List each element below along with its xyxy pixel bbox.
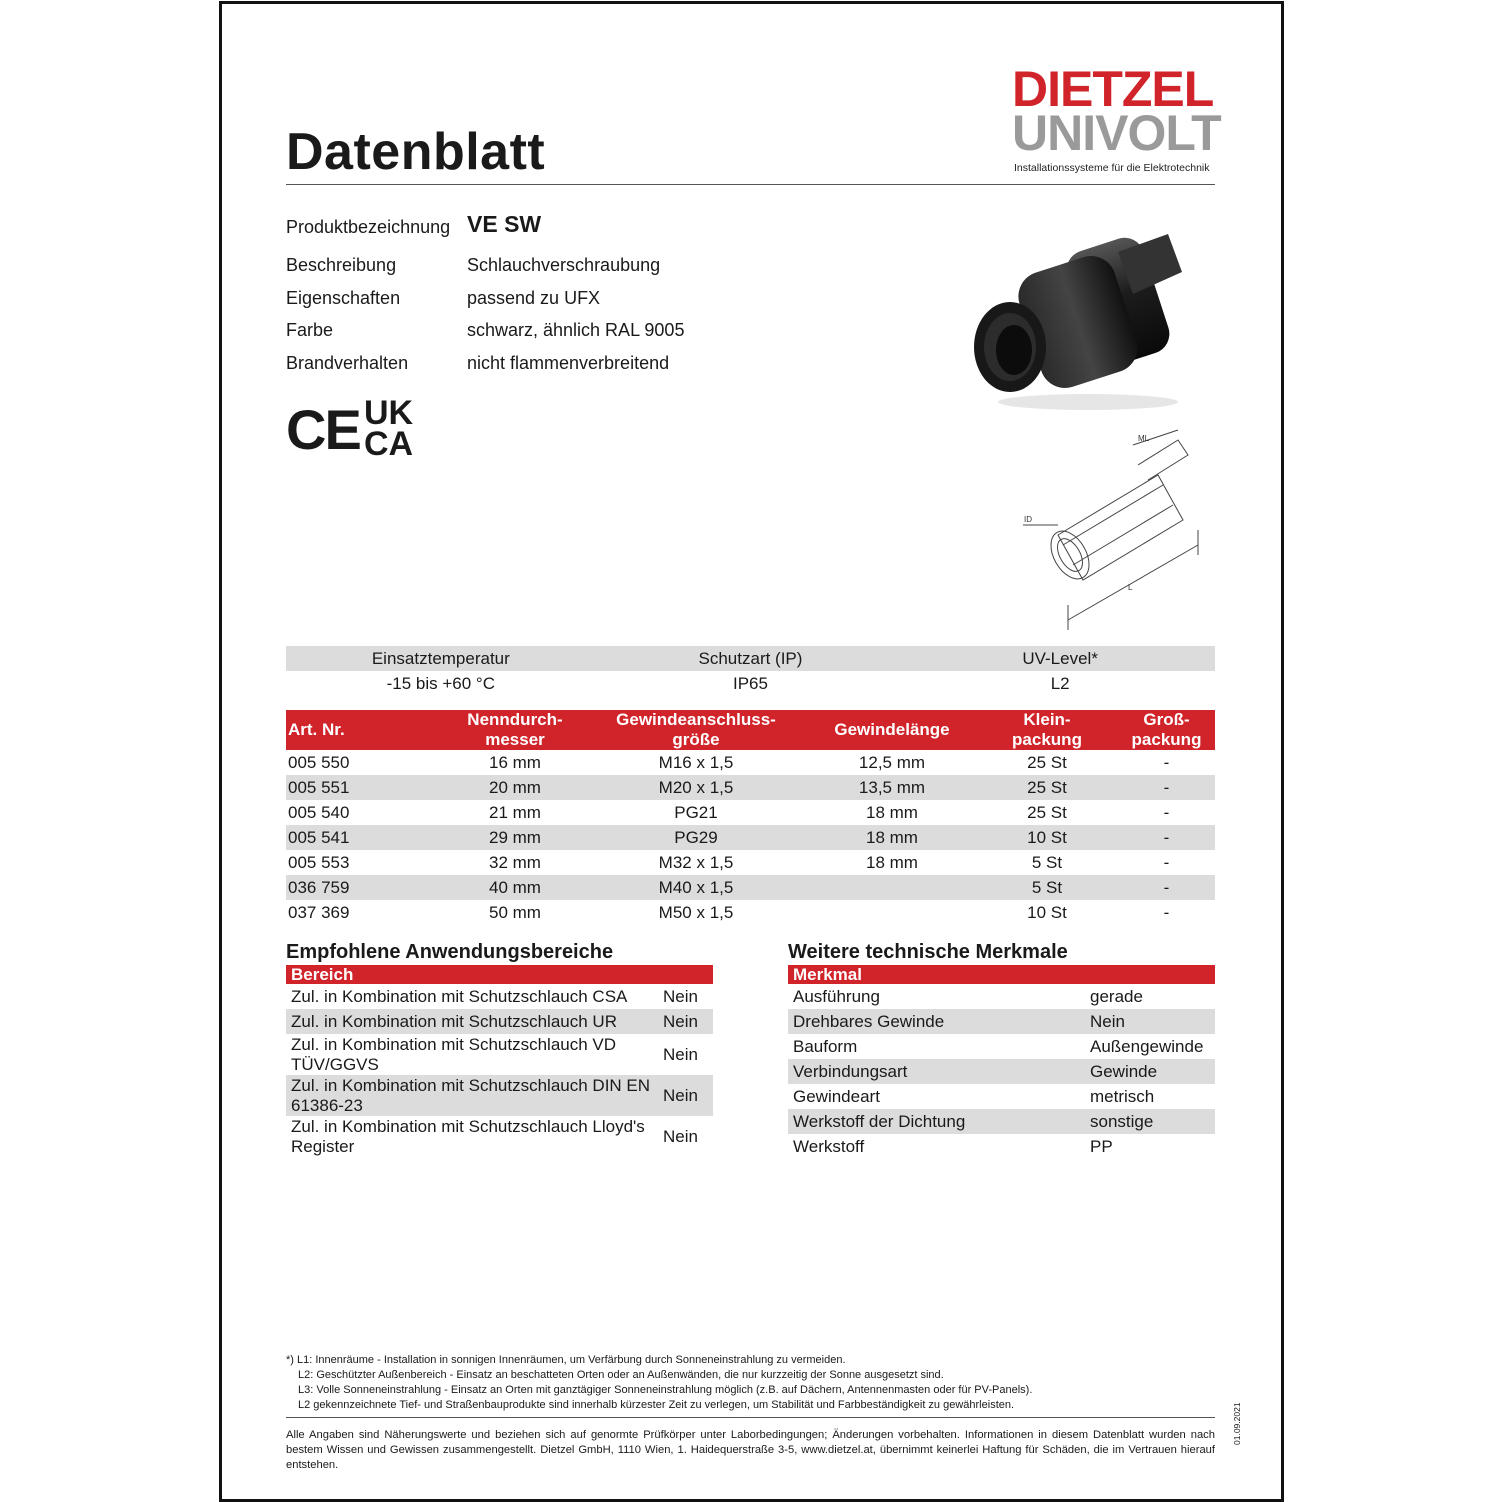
applications-header: Bereich <box>291 965 354 984</box>
cell: sonstige <box>1090 1111 1154 1131</box>
table-row <box>788 1034 1215 1059</box>
cell: 005 540 <box>288 802 350 822</box>
cell: 18 mm <box>866 852 918 872</box>
ukca-line-2: CA <box>364 425 414 463</box>
cell <box>808 900 976 925</box>
cell: Nein <box>663 1126 698 1146</box>
table-row <box>286 825 1215 850</box>
cell: Gewindeart <box>793 1086 880 1106</box>
cell: 12,5 mm <box>858 752 926 772</box>
cell: Zul. in Kombination mit Schutzschlauch DIN EN 61386-23 <box>291 1075 651 1115</box>
cell: 10 St <box>1027 902 1067 922</box>
logo-tagline: Installationssysteme für die Elektrotechnik <box>1014 162 1210 174</box>
cell: Zul. in Kombination mit Schutzschlauch CSA <box>291 986 628 1006</box>
color-value: schwarz, ähnlich RAL 9005 <box>467 320 685 340</box>
cell: Nein <box>663 1011 698 1031</box>
technical-title: Weitere technische Merkmale <box>788 941 1068 963</box>
cell: 005 553 <box>288 852 350 872</box>
cell: 21 mm <box>489 802 541 822</box>
cell: PG29 <box>674 827 718 847</box>
table-row <box>788 1109 1215 1134</box>
cell: PP <box>1090 1136 1113 1156</box>
description-value: Schlauchverschraubung <box>467 255 661 275</box>
footer-divider <box>286 1417 1215 1418</box>
ce-mark-icon: CE <box>286 398 360 461</box>
table-row <box>788 1009 1215 1034</box>
cell: 25 St <box>1027 777 1067 797</box>
cell: 25 St <box>1027 802 1067 822</box>
col-thread-size: Gewindeanschluss- größe <box>616 710 776 749</box>
cell: Nein <box>663 1085 698 1105</box>
table-row <box>788 984 1215 1009</box>
cell: 18 mm <box>866 827 918 847</box>
description-label: Beschreibung <box>286 255 397 275</box>
ml-label: ML <box>1138 434 1150 443</box>
cell: 25 St <box>1027 752 1067 772</box>
applications-title: Empfohlene Anwendungsbereiche <box>286 941 614 963</box>
cell: - <box>1163 902 1170 922</box>
cell: Zul. in Kombination mit Schutzschlauch VD TÜV/GGVS <box>291 1034 617 1074</box>
logo-dietzel: DIETZEL <box>1012 61 1214 117</box>
cell: 10 St <box>1027 827 1067 847</box>
applications-table <box>286 965 713 1157</box>
disclaimer: Alle Angaben sind Näherungswerte und beziehen sich auf genormte Prüfkörper unter Laborbedingungen; Änderungen vorbehalten. Informationen in diesem Datenblatt wurden nach bestem Wissen und Gewissen zusammengestellt. Dietzel GmbH, 1110 Wien, 1. Haidequerstraße 3-5, www.dietzel.at, übernimmt keinerlei Haftung für Schäden, die im Vertrauen hierauf entstehen. <box>286 1429 1215 1471</box>
fire-behavior-label: Brandverhalten <box>286 353 409 373</box>
spec-value-temp: -15 bis +60 °C <box>386 673 496 693</box>
cell: 005 541 <box>288 827 350 847</box>
logo-univolt: UNIVOLT <box>1012 105 1221 161</box>
cell: 5 St <box>1031 877 1063 897</box>
applications-header-row <box>286 965 713 984</box>
cell: 16 mm <box>489 752 541 772</box>
table-row <box>286 800 1215 825</box>
cell: Nein <box>663 1044 698 1064</box>
cell: 005 551 <box>288 777 350 797</box>
spec-header-uv: UV-Level* <box>1022 648 1098 668</box>
cell: - <box>1163 752 1170 772</box>
footnote-l1: *) L1: Innenräume - Installation in sonnigen Innenräumen, um Verfärbung durch Sonneneinstrahlung zu vermeiden. <box>286 1354 846 1366</box>
footnote-l2-note: L2 gekennzeichnete Tief- und Straßenbauprodukte sind innerhalb kürzester Zeit zu verlegen, um Stabilität und Farbbeständigkeit zu gewährleisten. <box>298 1399 1015 1411</box>
spec-value-row <box>286 671 1215 696</box>
cell: Drehbares Gewinde <box>793 1011 945 1031</box>
cell: 037 369 <box>288 902 350 922</box>
table-row <box>286 1116 713 1157</box>
spec-table <box>286 646 1215 696</box>
table-row <box>286 1075 713 1116</box>
cell: gerade <box>1090 986 1143 1006</box>
spec-header-temp: Einsatztemperatur <box>371 648 510 668</box>
col-nominal-diameter: Nenndurch- messer <box>467 710 563 749</box>
cell: PG21 <box>674 802 718 822</box>
cell: Zul. in Kombination mit Schutzschlauch Lloyd's Register <box>291 1116 645 1156</box>
cell: - <box>1163 827 1170 847</box>
cell: M40 x 1,5 <box>658 877 734 897</box>
cell: Ausführung <box>793 986 880 1006</box>
cell: 32 mm <box>489 852 541 872</box>
article-table <box>286 710 1215 925</box>
cell: Bauform <box>793 1036 858 1056</box>
header-divider <box>286 184 1215 185</box>
table-row <box>286 984 713 1009</box>
article-header-row <box>286 710 1215 750</box>
l-label: L <box>1128 583 1133 592</box>
technical-header: Merkmal <box>793 965 862 984</box>
cell: Werkstoff <box>793 1136 865 1156</box>
cell: Nein <box>663 986 698 1006</box>
spec-header-row <box>286 646 1215 671</box>
cell: 29 mm <box>489 827 541 847</box>
cell: M32 x 1,5 <box>658 852 734 872</box>
cell: Gewinde <box>1090 1061 1158 1081</box>
spec-value-ip: IP65 <box>732 673 768 693</box>
cell: 50 mm <box>489 902 541 922</box>
footnote-l2: L2: Geschützter Außenbereich - Einsatz an beschatteten Orten oder an Außenwänden, die nur kurzzeitig der Sonne ausgesetzt sind. <box>298 1369 944 1381</box>
footnote-l3: L3: Volle Sonneneinstrahlung - Einsatz an Orten mit ganztägiger Sonneneinstrahlung möglich (z.B. auf Dächern, Antennenmasten oder für PV-Panels). <box>298 1384 1033 1396</box>
cell: Zul. in Kombination mit Schutzschlauch UR <box>291 1011 617 1031</box>
fire-behavior-value: nicht flammenverbreitend <box>467 353 670 373</box>
cell: 036 759 <box>288 877 350 897</box>
table-row <box>286 775 1215 800</box>
cell: M50 x 1,5 <box>658 902 734 922</box>
ukca-line-1: UK <box>364 394 414 432</box>
table-row <box>286 875 1215 900</box>
cell: 20 mm <box>489 777 541 797</box>
table-row <box>286 1009 713 1034</box>
product-photo <box>968 212 1190 412</box>
cell: metrisch <box>1090 1086 1155 1106</box>
cell: - <box>1163 877 1170 897</box>
cell: 5 St <box>1031 852 1063 872</box>
cell: M16 x 1,5 <box>658 752 734 772</box>
table-row <box>788 1134 1215 1159</box>
cell: - <box>1163 802 1170 822</box>
document-date: 01.09.2021 <box>1232 1402 1242 1445</box>
color-label: Farbe <box>286 320 334 340</box>
col-large-pack: Groß- packung <box>1131 710 1202 749</box>
cell: 005 550 <box>288 752 350 772</box>
product-name-label: Produktbezeichnung <box>286 217 451 237</box>
table-row <box>788 1059 1215 1084</box>
cell: - <box>1163 852 1170 872</box>
col-thread-length: Gewindelänge <box>834 720 950 739</box>
page-title: Datenblatt <box>286 123 546 181</box>
table-row <box>286 850 1215 875</box>
cell: M20 x 1,5 <box>658 777 734 797</box>
cell: Werkstoff der Dichtung <box>793 1111 966 1131</box>
spec-header-ip: Schutzart (IP) <box>698 648 803 668</box>
table-row <box>286 1034 713 1075</box>
col-art-nr: Art. Nr. <box>288 720 345 739</box>
cell: 13,5 mm <box>858 777 926 797</box>
cell <box>808 875 976 900</box>
spec-value-uv: L2 <box>1050 673 1070 693</box>
dimension-drawing <box>1018 425 1218 635</box>
cell: - <box>1163 777 1170 797</box>
properties-label: Eigenschaften <box>286 288 401 308</box>
cell: Außengewinde <box>1090 1036 1204 1056</box>
id-label: ID <box>1024 515 1032 524</box>
cell: 40 mm <box>489 877 541 897</box>
cell: 18 mm <box>866 802 918 822</box>
table-row <box>788 1084 1215 1109</box>
cell: Verbindungsart <box>793 1061 908 1081</box>
table-row <box>286 750 1215 775</box>
product-name-value: VE SW <box>467 211 542 237</box>
col-small-pack: Klein- packung <box>1012 710 1082 749</box>
technical-header-row <box>788 965 1215 984</box>
table-row <box>286 900 1215 925</box>
technical-table <box>788 965 1215 1159</box>
ukca-mark-icon <box>364 394 414 463</box>
cell: Nein <box>1090 1011 1125 1031</box>
properties-value: passend zu UFX <box>467 288 601 308</box>
